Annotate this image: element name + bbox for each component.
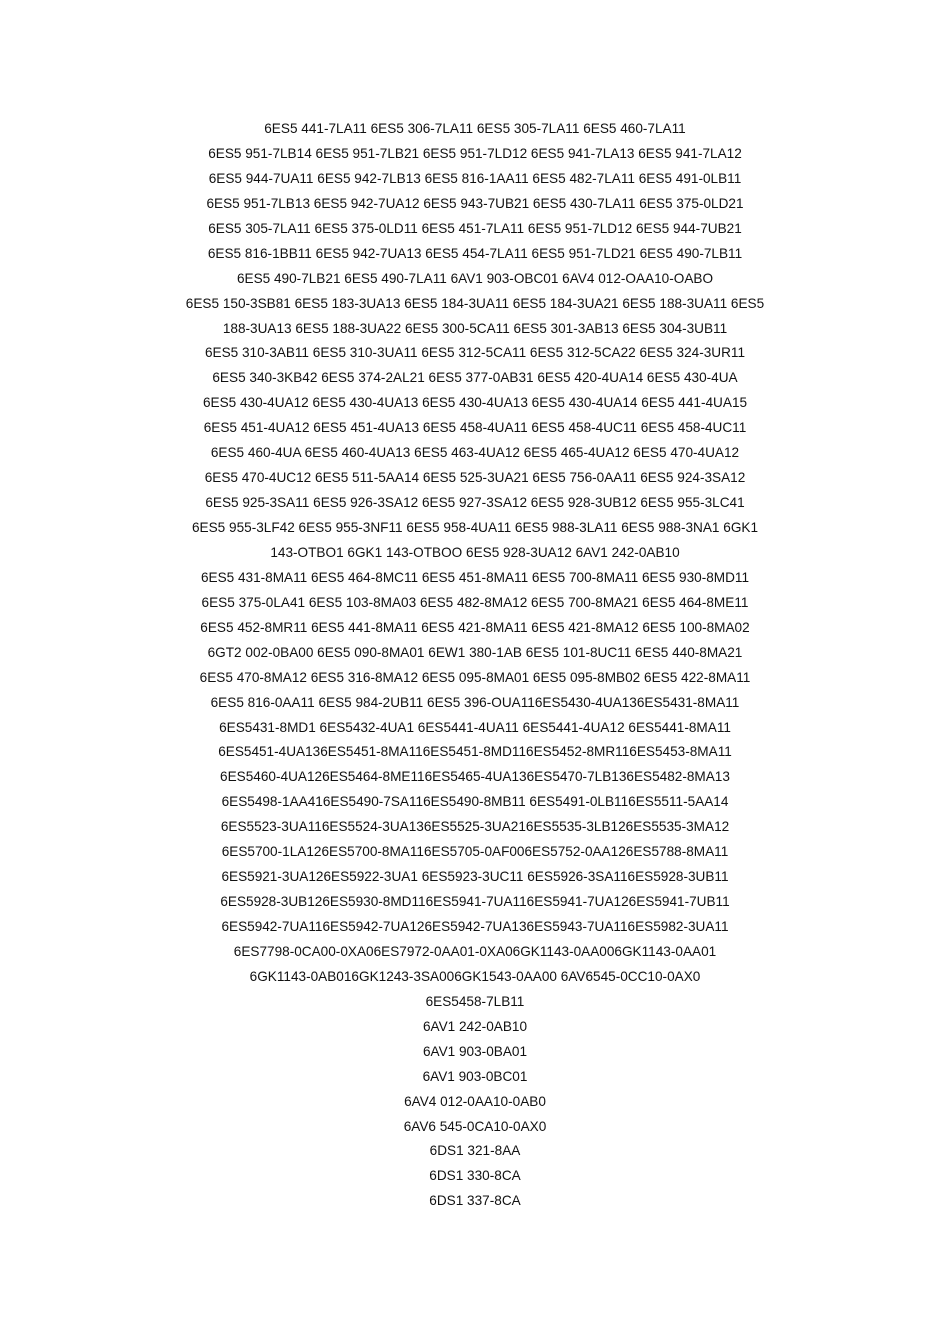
text-line: 6ES5 490-7LB21 6ES5 490-7LA11 6AV1 903-OBC01 6AV4 012-OAA10-OABO <box>236 270 714 286</box>
text-line: 6ES5 944-7UA11 6ES5 942-7LB13 6ES5 816-1AA11 6ES5 482-7LA11 6ES5 491-0LB11 <box>208 170 742 186</box>
text-line: 6ES5 951-7LB13 6ES5 942-7UA12 6ES5 943-7UB21 6ES5 430-7LA11 6ES5 375-0LD21 <box>206 195 744 211</box>
text-line: 143-OTBO1 6GK1 143-OTBOO 6ES5 928-3UA12 6AV1 242-0AB10 <box>270 544 680 560</box>
text-line: 6ES5 150-3SB81 6ES5 183-3UA13 6ES5 184-3UA11 6ES5 184-3UA21 6ES5 188-3UA11 6ES5 <box>185 295 765 311</box>
text-line: 6ES5 816-0AA11 6ES5 984-2UB11 6ES5 396-OUA116ES5430-4UA136ES5431-8MA11 <box>210 694 740 710</box>
text-line: 6ES5431-8MD1 6ES5432-4UA1 6ES5441-4UA11 6ES5441-4UA12 6ES5441-8MA11 <box>219 719 731 735</box>
text-line: 6ES5 955-3LF42 6ES5 955-3NF11 6ES5 958-4UA11 6ES5 988-3LA11 6ES5 988-3NA1 6GK1 <box>191 520 759 535</box>
text-line: 6ES5942-7UA116ES5942-7UA126ES5942-7UA136ES5943-7UA116ES5982-3UA11 <box>221 919 729 934</box>
text-line: 6ES5 470-8MA12 6ES5 316-8MA12 6ES5 095-8MA01 6ES5 095-8MB02 6ES5 422-8MA11 <box>199 669 751 685</box>
text-line: 6AV1 903-0BA01 <box>422 1043 528 1059</box>
text-line: 6ES5460-4UA126ES5464-8ME116ES5465-4UA136ES5470-7LB136ES5482-8MA13 <box>220 769 730 785</box>
text-line: 6DS1 337-8CA <box>429 1193 521 1209</box>
text-line: 6ES5 460-4UA 6ES5 460-4UA13 6ES5 463-4UA12 6ES5 465-4UA12 6ES5 470-4UA12 <box>210 445 740 461</box>
text-line: 6ES5 305-7LA11 6ES5 375-0LD11 6ES5 451-7LA11 6ES5 951-7LD12 6ES5 944-7UB21 <box>208 220 742 236</box>
text-line: 6ES5 340-3KB42 6ES5 374-2AL21 6ES5 377-0AB31 6ES5 420-4UA14 6ES5 430-4UA <box>212 370 738 386</box>
text-line: 6ES5921-3UA126ES5922-3UA1 6ES5923-3UC11 6ES5926-3SA116ES5928-3UB11 <box>221 869 729 885</box>
text-line: 6DS1 321-8AA <box>429 1143 521 1159</box>
text-line: 6ES5 441-7LA11 6ES5 306-7LA11 6ES5 305-7LA11 6ES5 460-7LA11 <box>264 121 686 136</box>
text-line: 6AV1 903-0BC01 <box>422 1068 528 1084</box>
text-line: 6ES5 430-4UA12 6ES5 430-4UA13 6ES5 430-4UA13 6ES5 430-4UA14 6ES5 441-4UA15 <box>202 395 748 411</box>
text-line: 6ES5700-1LA126ES5700-8MA116ES5705-0AF006ES5752-0AA126ES5788-8MA11 <box>221 844 729 860</box>
text-line: 6ES7798-0CA00-0XA06ES7972-0AA01-0XA06GK1143-0AA006GK1143-0AA01 <box>233 943 717 959</box>
text-line: 6ES5 451-4UA12 6ES5 451-4UA13 6ES5 458-4UA11 6ES5 458-4UC11 6ES5 458-4UC11 <box>203 420 747 436</box>
text-line: 6ES5523-3UA116ES5524-3UA136ES5525-3UA216ES5535-3LB126ES5535-3MA12 <box>220 819 730 835</box>
text-line: 6ES5498-1AA416ES5490-7SA116ES5490-8MB11 6ES5491-0LB116ES5511-5AA14 <box>221 794 729 810</box>
text-line: 188-3UA13 6ES5 188-3UA22 6ES5 300-5CA11 6ES5 301-3AB13 6ES5 304-3UB11 <box>222 320 728 336</box>
text-line: 6ES5 470-4UC12 6ES5 511-5AA14 6ES5 525-3UA21 6ES5 756-0AA11 6ES5 924-3SA12 <box>204 470 746 486</box>
text-line: 6GK1143-0AB016GK1243-3SA006GK1543-0AA00 6AV6545-0CC10-0AX0 <box>249 968 701 984</box>
text-line: 6GT2 002-0BA00 6ES5 090-8MA01 6EW1 380-1AB 6ES5 101-8UC11 6ES5 440-8MA21 <box>207 644 743 660</box>
text-line: 6ES5 925-3SA11 6ES5 926-3SA12 6ES5 927-3SA12 6ES5 928-3UB12 6ES5 955-3LC41 <box>205 495 745 511</box>
text-line: 6ES5 452-8MR11 6ES5 441-8MA11 6ES5 421-8MA11 6ES5 421-8MA12 6ES5 100-8MA02 <box>200 619 750 635</box>
text-line: 6ES5 375-0LA41 6ES5 103-8MA03 6ES5 482-8MA12 6ES5 700-8MA21 6ES5 464-8ME11 <box>201 594 749 610</box>
text-line: 6ES5 310-3AB11 6ES5 310-3UA11 6ES5 312-5CA11 6ES5 312-5CA22 6ES5 324-3UR11 <box>204 345 746 361</box>
text-line: 6AV1 242-0AB10 <box>422 1018 528 1034</box>
text-line: 6DS1 330-8CA <box>429 1168 521 1184</box>
text-line: 6ES5 816-1BB11 6ES5 942-7UA13 6ES5 454-7LA11 6ES5 951-7LD21 6ES5 490-7LB11 <box>207 245 743 261</box>
text-line: 6ES5458-7LB11 <box>425 993 525 1009</box>
text-line: 6AV6 545-0CA10-0AX0 <box>403 1118 547 1134</box>
text-line: 6ES5928-3UB126ES5930-8MD116ES5941-7UA116ES5941-7UA126ES5941-7UB11 <box>220 894 730 910</box>
text-line <box>0 1214 950 1239</box>
text-line: 6ES5 951-7LB14 6ES5 951-7LB21 6ES5 951-7LD12 6ES5 941-7LA13 6ES5 941-7LA12 <box>208 145 742 161</box>
text-line: 6AV4 012-0AA10-0AB0 <box>404 1093 546 1109</box>
document-page <box>0 117 950 1239</box>
text-line: 6ES5451-4UA136ES5451-8MA116ES5451-8MD116ES5452-8MR116ES5453-8MA11 <box>218 744 732 760</box>
text-line: 6ES5 431-8MA11 6ES5 464-8MC11 6ES5 451-8MA11 6ES5 700-8MA11 6ES5 930-8MD11 <box>200 569 750 585</box>
